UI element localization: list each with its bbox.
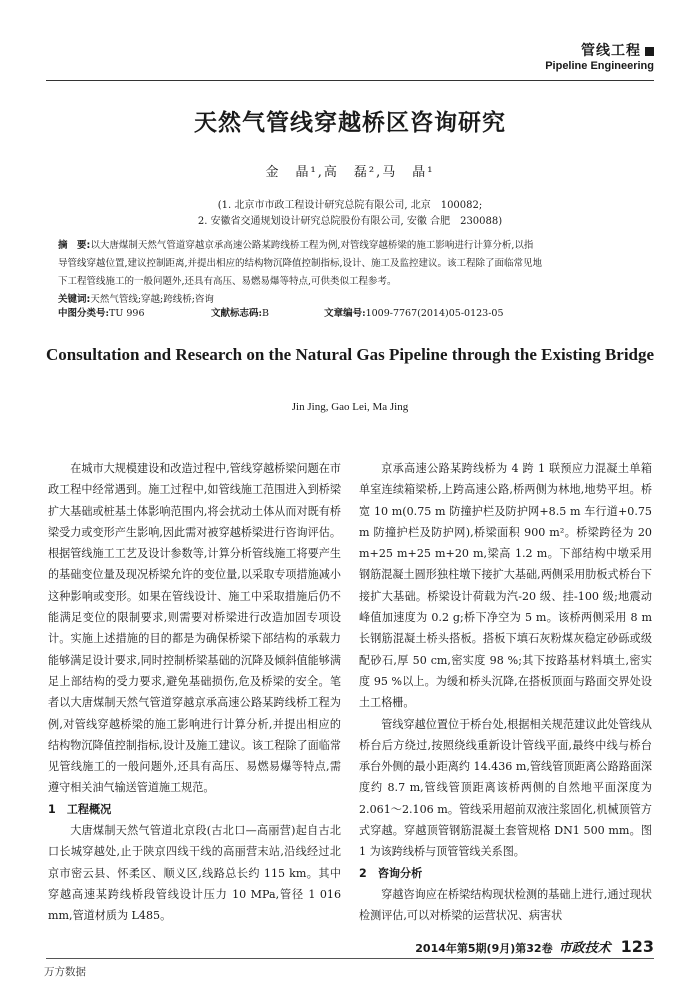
- keywords-label: 关键词:: [58, 294, 91, 305]
- abstract-label: 摘 要:: [58, 240, 91, 251]
- header-rule: [46, 80, 654, 81]
- journal-name: 市政技术: [558, 941, 611, 956]
- issue-info: 2014年第5期(9月)第32卷: [415, 942, 553, 955]
- page-number: 123: [620, 937, 654, 956]
- header-square-icon: [645, 47, 654, 56]
- watermark: 万方数据: [44, 966, 86, 978]
- abstract-line: 导管线穿越位置,建议控制距离,并提出相应的结构物沉降值控制指标,设计、施工及监控建议。该工程除了面临常见地: [58, 258, 543, 269]
- article-no: 1009-7767(2014)05-0123-05: [365, 308, 504, 319]
- keywords: 天然气管线;穿越;跨线桥;咨询: [90, 294, 214, 305]
- doc-code: B: [262, 308, 270, 319]
- abstract-line: 下工程管线施工的一般问题外,还具有高压、易燃易爆等特点,可供类似工程参考。: [58, 276, 397, 287]
- affiliation-2: 2. 安徽省交通规划设计研究总院股份有限公司, 安徽 合肥 230088): [197, 216, 503, 227]
- section-title-en: Pipeline Engineering: [545, 60, 654, 72]
- body-column-left: [48, 458, 341, 927]
- clc-label: 中图分类号:: [58, 308, 110, 319]
- affiliation-1: (1. 北京市市政工程设计研究总院有限公司, 北京 100082;: [217, 200, 483, 211]
- abstract-line: 以大唐煤制天然气管道穿越京承高速公路某跨线桥工程为例,对管线穿越桥梁的施工影响进行计算分析,以指: [90, 240, 534, 251]
- paper-title-cn: 天然气管线穿越桥区咨询研究: [194, 110, 506, 136]
- authors-en: Jin Jing, Gao Lei, Ma Jing: [291, 401, 409, 413]
- body-column-right: [359, 458, 652, 927]
- abstract: [58, 237, 642, 309]
- footer-rule: [46, 958, 654, 959]
- paragraph: 京承高速公路某跨线桥为 4 跨 1 联预应力混凝土单箱单室连续箱梁桥,上跨高速公路,桥两侧为林地,地势平坦。桥宽 10 m(0.75 m 防撞护栏及防护网+8.5 m 车行道+0.75 m 防撞护栏及防护网),桥梁面积 900 m²。桥梁跨径为 20 m+25 m+25 m+20 m,梁高 1.2 m。下部结构中墩采用钢筋混凝土圆形独柱墩下接扩大基础,两侧采用肋板式桥台下接扩大基础。桥梁设计荷载为汽-20 级、挂-100 级;地震动峰值加速度为 0.2 g;桥下净空为 5 m。该桥两侧采用 8 m 长钢筋混凝土桥头搭板。搭板下填石灰粉煤灰稳定砂砾或级配砂石,厚 50 cm,密实度 98 %;其下按路基材料填土,密实度 95 %以上。为缓和桥头沉降,在搭板顶面与路面交界处设土工格栅。: [359, 462, 652, 710]
- paper-title-en: Consultation and Research on the Natural Gas Pipeline through the Existing Bridge: [45, 345, 655, 364]
- section-heading-1: 1 工程概况: [48, 802, 112, 816]
- section-title-cn: 管线工程: [581, 40, 654, 60]
- paragraph: 管线穿越位置位于桥台处,根据相关规范建议此处管线从桥台后方绕过,按照绕线重新设计管线平面,最终中线与桥台承台外侧的最小距离约 14.436 m,管线管顶距离公路路面深度约 8.7 m,管线管顶距离该桥两侧的自然地平面深度为 2.061～2.106 m。管线采用超前双液注浆固化,机械顶管方式穿越。穿越顶管钢筋混凝土套管规格 DN1 500 mm。图 1 为该跨线桥与顶管管线关系图。: [359, 717, 652, 859]
- paragraph: 在城市大规模建设和改造过程中,管线穿越桥梁问题在市政工程中经常遇到。施工过程中,如管线施工范围进入到桥梁扩大基础或桩基土体影响范围内,将会扰动土体从而对既有桥梁受力或变形产生影响,因此需对被穿越桥梁进行咨询评估。根据管线施工工艺及设计参数等,计算分析管线施工将要产生的基础变位量及现况桥梁允许的变位量,以采取专项措施减小这种影响或变形。如果在管线设计、施工中采取措施后仍不能满足变位的限制要求,则需要对桥梁进行改造加固专项设计。实施上述措施的目的都是为确保桥梁下部结构的承载力能够满足设计要求,同时控制桥梁基础的沉降及倾斜值能够满足上部结构的受力要求,避免基础损伤,危及桥梁的安全。笔者以大唐煤制天然气管道穿越京承高速公路某跨线桥工程为例,对管线穿越桥梁的施工影响进行计算分析,并提出相应的结构物沉降值控制指标,设计及施工建议。该工程除了面临常见管线施工的一般问题外,还具有高压、易燃易爆等特点,需遵守相关油气输送管道施工规范。: [48, 462, 341, 795]
- clc-code: TU 996: [109, 308, 145, 319]
- article-no-label: 文章编号:: [324, 308, 366, 319]
- paragraph: 穿越咨询应在桥梁结构现状检测的基础上进行,通过现状检测评估,可以对桥梁的运营状况、病害状: [359, 887, 652, 923]
- paragraph: 大唐煤制天然气管道北京段(古北口—高丽营)起自古北口长城穿越处,止于陕京四线干线的高丽营末站,沿线经过北京市密云县、怀柔区、顺义区,线路总长约 115 km。其中穿越高速某跨线桥段管线设计压力 10 MPa,管径 1 016 mm,管道材质为 L485。: [48, 824, 341, 923]
- article-meta: [58, 305, 658, 319]
- doc-code-label: 文献标志码:: [211, 308, 263, 319]
- authors-cn: 金 晶¹,高 磊²,马 晶¹: [265, 165, 435, 180]
- section-heading-2: 2 咨询分析: [359, 866, 423, 880]
- page-footer: [415, 937, 654, 956]
